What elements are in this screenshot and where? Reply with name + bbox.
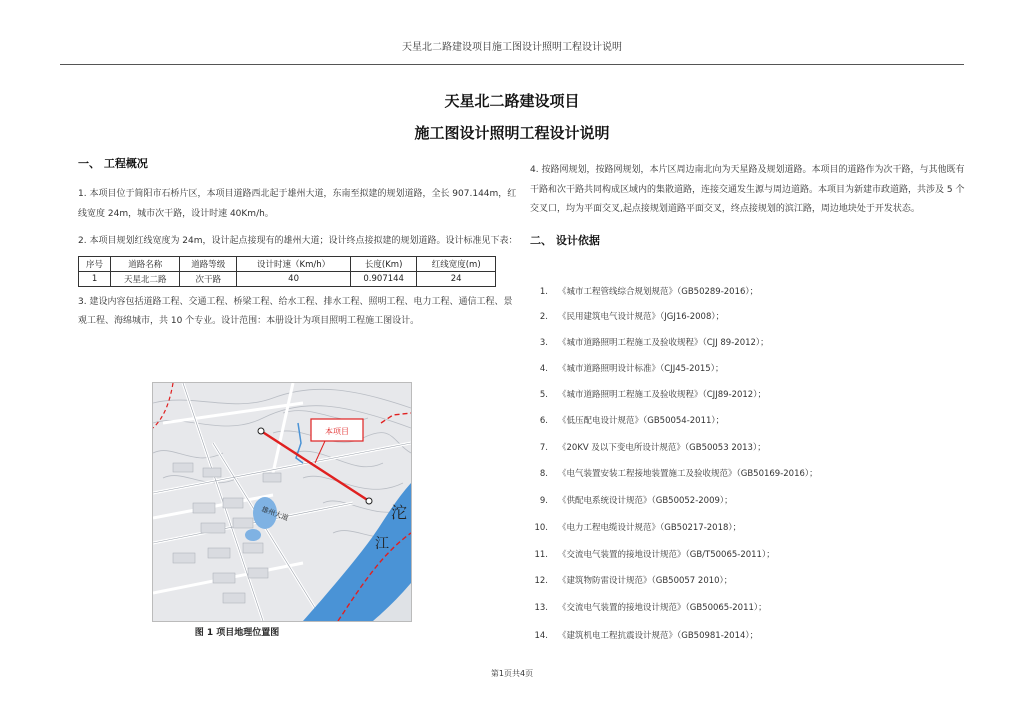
list-item: 13. 《交流电气装置的接地设计规范》（GB50065-2011）； — [534, 603, 767, 613]
table-cell: 次干路 — [180, 271, 237, 286]
design-standard-table — [78, 256, 496, 287]
table-header-cell: 设计时速（Km/h） — [237, 256, 351, 271]
river-label-2: 江 — [375, 536, 389, 552]
table-cell: 24 — [417, 271, 496, 286]
location-map — [152, 382, 412, 622]
river-label-1: 沱 — [391, 503, 408, 522]
list-item: 7. 《20KV 及以下变电所设计规范》（GB50053 2013）； — [539, 443, 766, 453]
list-item: 8. 《电气装置安装工程接地装置施工及验收规范》（GB50169-2016）； — [539, 469, 818, 479]
list-item: 9. 《供配电系统设计规范》（GB50052-2009）； — [539, 496, 733, 506]
table-header-cell: 道路名称 — [111, 256, 180, 271]
list-item: 11. 《交流电气装置的接地设计规范》（GB/T50065-2011）； — [534, 550, 775, 560]
table-header-cell: 红线宽度(m) — [417, 256, 496, 271]
page-footer: 第1页共4页 — [490, 669, 534, 678]
list-item: 10. 《电力工程电缆设计规范》（GB50217-2018）； — [534, 523, 742, 533]
table-header-cell: 道路等级 — [180, 256, 237, 271]
overview-paragraph-1: 1. 本项目位于简阳市石桥片区，本项目道路西北起于雄州大道，东南至拟建的规划道路，全长 907.144m，红线宽度 24m，城市次干路，设计时速 40Km/h。 — [78, 189, 517, 219]
right-column — [530, 161, 970, 248]
route-end-marker — [366, 498, 372, 504]
table-header-cell: 长度(Km) — [350, 256, 416, 271]
doc-title-line1: 天星北二路建设项目 — [444, 92, 580, 110]
page-header: 天星北二路建设项目施工图设计照明工程设计说明 — [402, 42, 622, 53]
list-item: 6. 《低压配电设计规范》（GB50054-2011）； — [539, 416, 725, 426]
list-item: 5. 《城市道路照明工程施工及验收规程》（CJJ89-2012）； — [539, 390, 766, 400]
overview-paragraph-4: 4. 按路网规划，按路网规划，本片区周边南北向为天星路及规划道路。本项目的道路作为次干路，与其他既有干路和次干路共同构成区域内的集散道路，连接交通发生源与周边道路。本项目为新建市政道路，共涉及 5 个交叉口，均为平面交叉,起点接规划道路平面交叉，终点接规划的滨江路，周边地块处于开发状态。 — [530, 165, 965, 214]
left-column — [78, 155, 518, 332]
route-start-marker — [258, 428, 264, 434]
list-item: 3. 《城市道路照明工程施工及验收规程》（CJJ 89-2012）； — [539, 338, 769, 348]
location-map-graphic — [153, 383, 411, 621]
section-heading-overview: 一、 工程概况 — [78, 157, 148, 170]
section-heading-basis: 二、 设计依据 — [530, 233, 600, 247]
table-cell: 0.907144 — [350, 271, 416, 286]
project-label: 本项目 — [325, 427, 349, 436]
road-label: 雄州大道 — [260, 505, 290, 523]
doc-title-line2: 施工图设计照明工程设计说明 — [414, 124, 610, 142]
overview-paragraph-3: 3. 建设内容包括道路工程、交通工程、桥梁工程、给水工程、排水工程、照明工程、电力工程、通信工程、景观工程、海绵城市，共 10 个专业。设计范围：本册设计为项目照明工程施工图设计。 — [78, 296, 513, 326]
list-item: 4. 《城市道路照明设计标准》（CJJ45-2015）； — [539, 364, 724, 374]
table-cell: 天星北二路 — [111, 271, 180, 286]
list-item: 12. 《建筑物防雷设计规范》（GB50057 2010）； — [534, 576, 733, 586]
table-header-row — [79, 256, 496, 271]
table-cell: 1 — [79, 271, 111, 286]
header-rule — [60, 64, 964, 65]
list-item: 1. 《城市工程管线综合规划规范》（GB50289-2016）； — [539, 287, 759, 297]
list-item: 2. 《民用建筑电气设计规范》（JGJ16-2008）； — [539, 312, 725, 322]
table-header-cell: 序号 — [79, 256, 111, 271]
table-cell: 40 — [237, 271, 351, 286]
list-item: 14. 《建筑机电工程抗震设计规范》（GB50981-2014）； — [534, 631, 759, 641]
map-caption: 图 1 项目地理位置图 — [194, 628, 280, 638]
overview-paragraph-2: 2. 本项目规划红线宽度为 24m，设计起点接现有的雄州大道；设计终点接拟建的规划道路。设计标准见下表： — [78, 236, 518, 246]
table-row — [79, 271, 496, 286]
